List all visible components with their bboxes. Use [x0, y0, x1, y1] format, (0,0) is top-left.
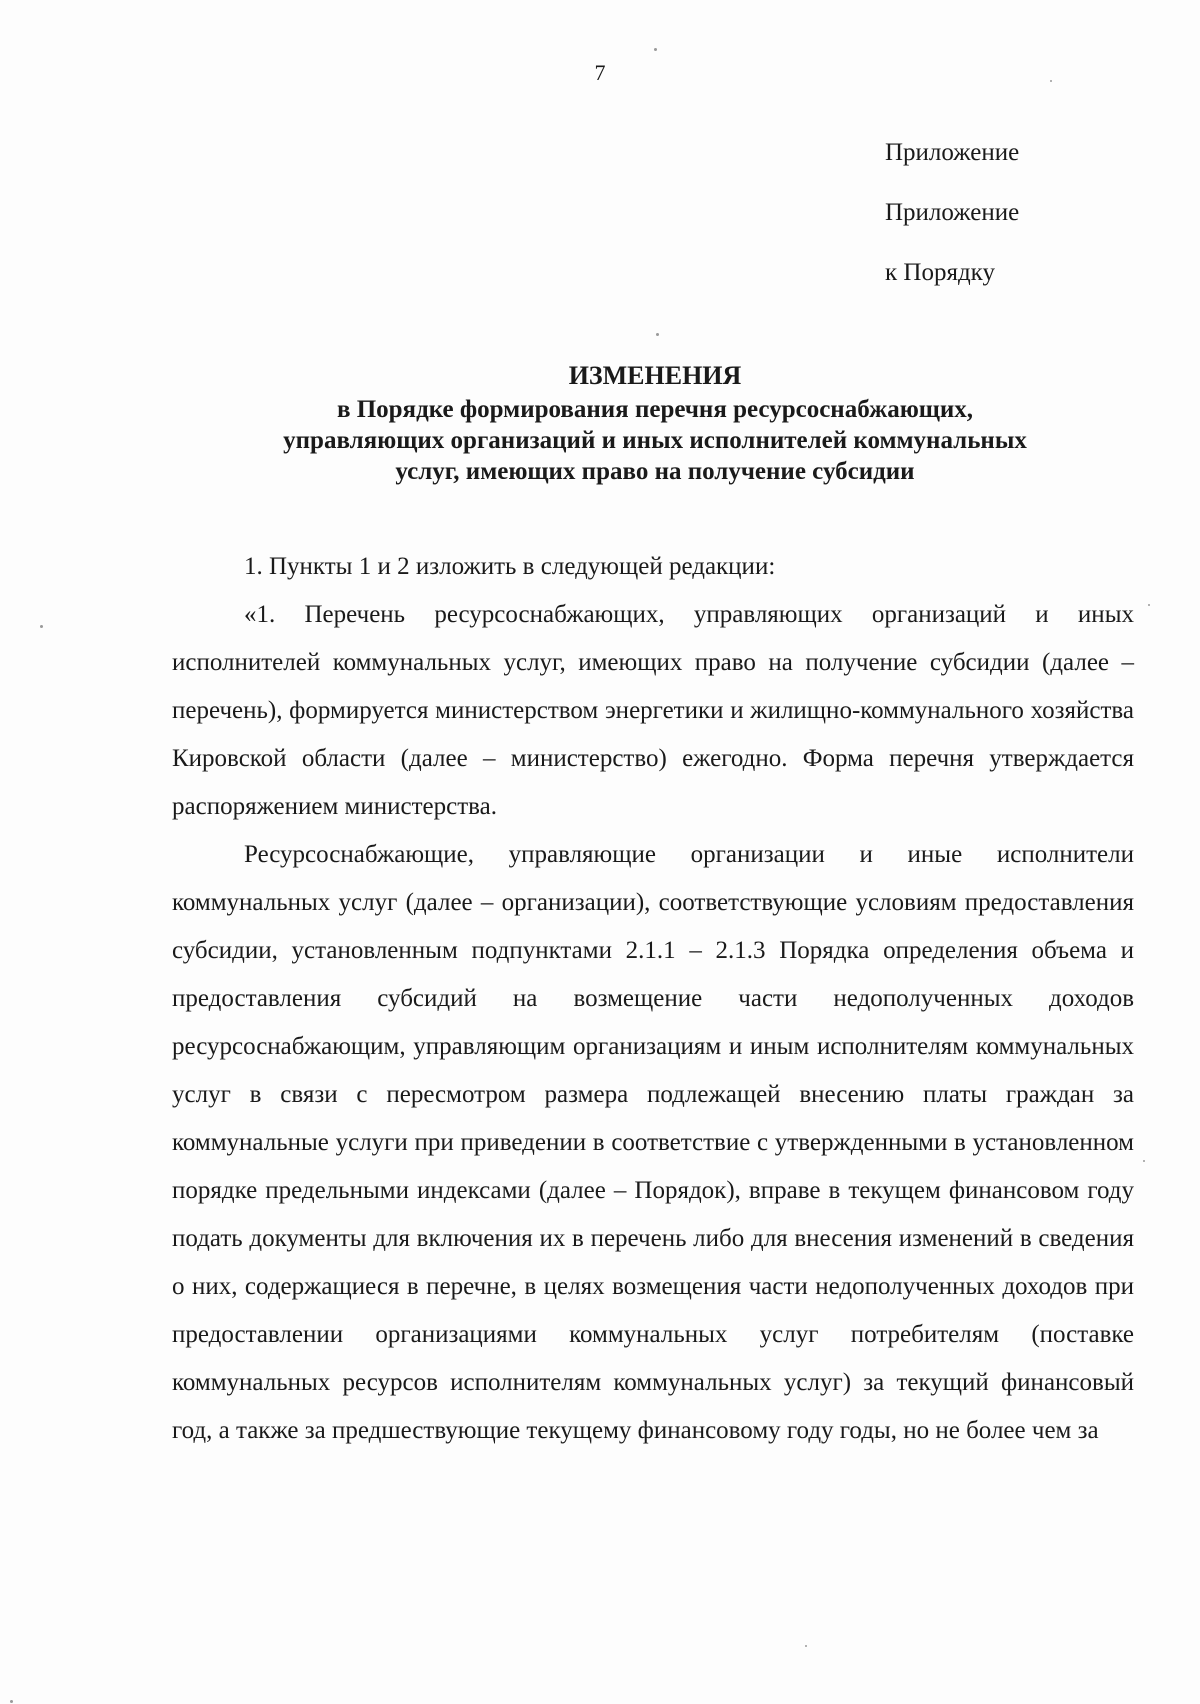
- scan-speck: [40, 625, 43, 628]
- scan-speck: [1050, 80, 1052, 82]
- scan-speck: [805, 1645, 807, 1647]
- scan-speck: [1148, 604, 1150, 606]
- scan-speck: [656, 333, 659, 336]
- appendix-label-repeat: Приложение: [885, 199, 1020, 226]
- title-line-1: в Порядке формирования перечня ресурсоснабжающих,: [336, 396, 974, 423]
- appendix-label: Приложение: [885, 139, 1020, 166]
- page-number: 7: [594, 60, 606, 85]
- document-body: [172, 543, 1134, 1455]
- paragraph-1: «1. Перечень ресурсоснабжающих, управляющих организаций и иных исполнителей коммунальных услуг, имеющих право на получение субсидии (далее – перечень), формируется министерством энергетики и жилищно-коммунального хозяйства Кировской области (далее – министерство) ежегодно. Форма перечня утверждается распоряжением министерства.: [172, 601, 1134, 820]
- scan-speck: [1143, 1160, 1145, 1162]
- paragraph-2: Ресурсоснабжающие, управляющие организации и иные исполнители коммунальных услуг (далее – организации), соответствующие условиям предоставления субсидии, установленным подпунктами 2.1.1 – 2.1.3 Порядка определения объема и предоставления субсидий на возмещение части недополученных доходов ресурсоснабжающим, управляющим организациям и иным исполнителям коммунальных услуг в связи с пересмотром размера подлежащей внесению платы граждан за коммунальные услуги при приведении в соответствие с утвержденными в установленном порядке предельными индексами (далее – Порядок), вправе в текущем финансовом году подать документы для включения их в перечень либо для внесения изменений в сведения о них, содержащиеся в перечне, в целях возмещения части недополученных доходов при предоставлении организациями коммунальных услуг потребителям (поставке коммунальных ресурсов исполнителям коммунальных услуг) за текущий финансовый год, а также за предшествующие текущему финансовому году годы, но не более чем за: [172, 841, 1134, 1444]
- scan-speck: [654, 48, 657, 51]
- title-line-2: управляющих организаций и иных исполнителей коммунальных: [283, 427, 1027, 454]
- item-1: 1. Пункты 1 и 2 изложить в следующей редакции:: [244, 553, 776, 580]
- title-heading: ИЗМЕНЕНИЯ: [568, 361, 742, 390]
- appendix-reference: к Порядку: [885, 259, 995, 286]
- title-line-3: услуг, имеющих право на получение субсидии: [395, 458, 915, 485]
- appendix-header: [885, 138, 1019, 318]
- scan-speck: [10, 1700, 13, 1703]
- document-title: [175, 360, 1135, 487]
